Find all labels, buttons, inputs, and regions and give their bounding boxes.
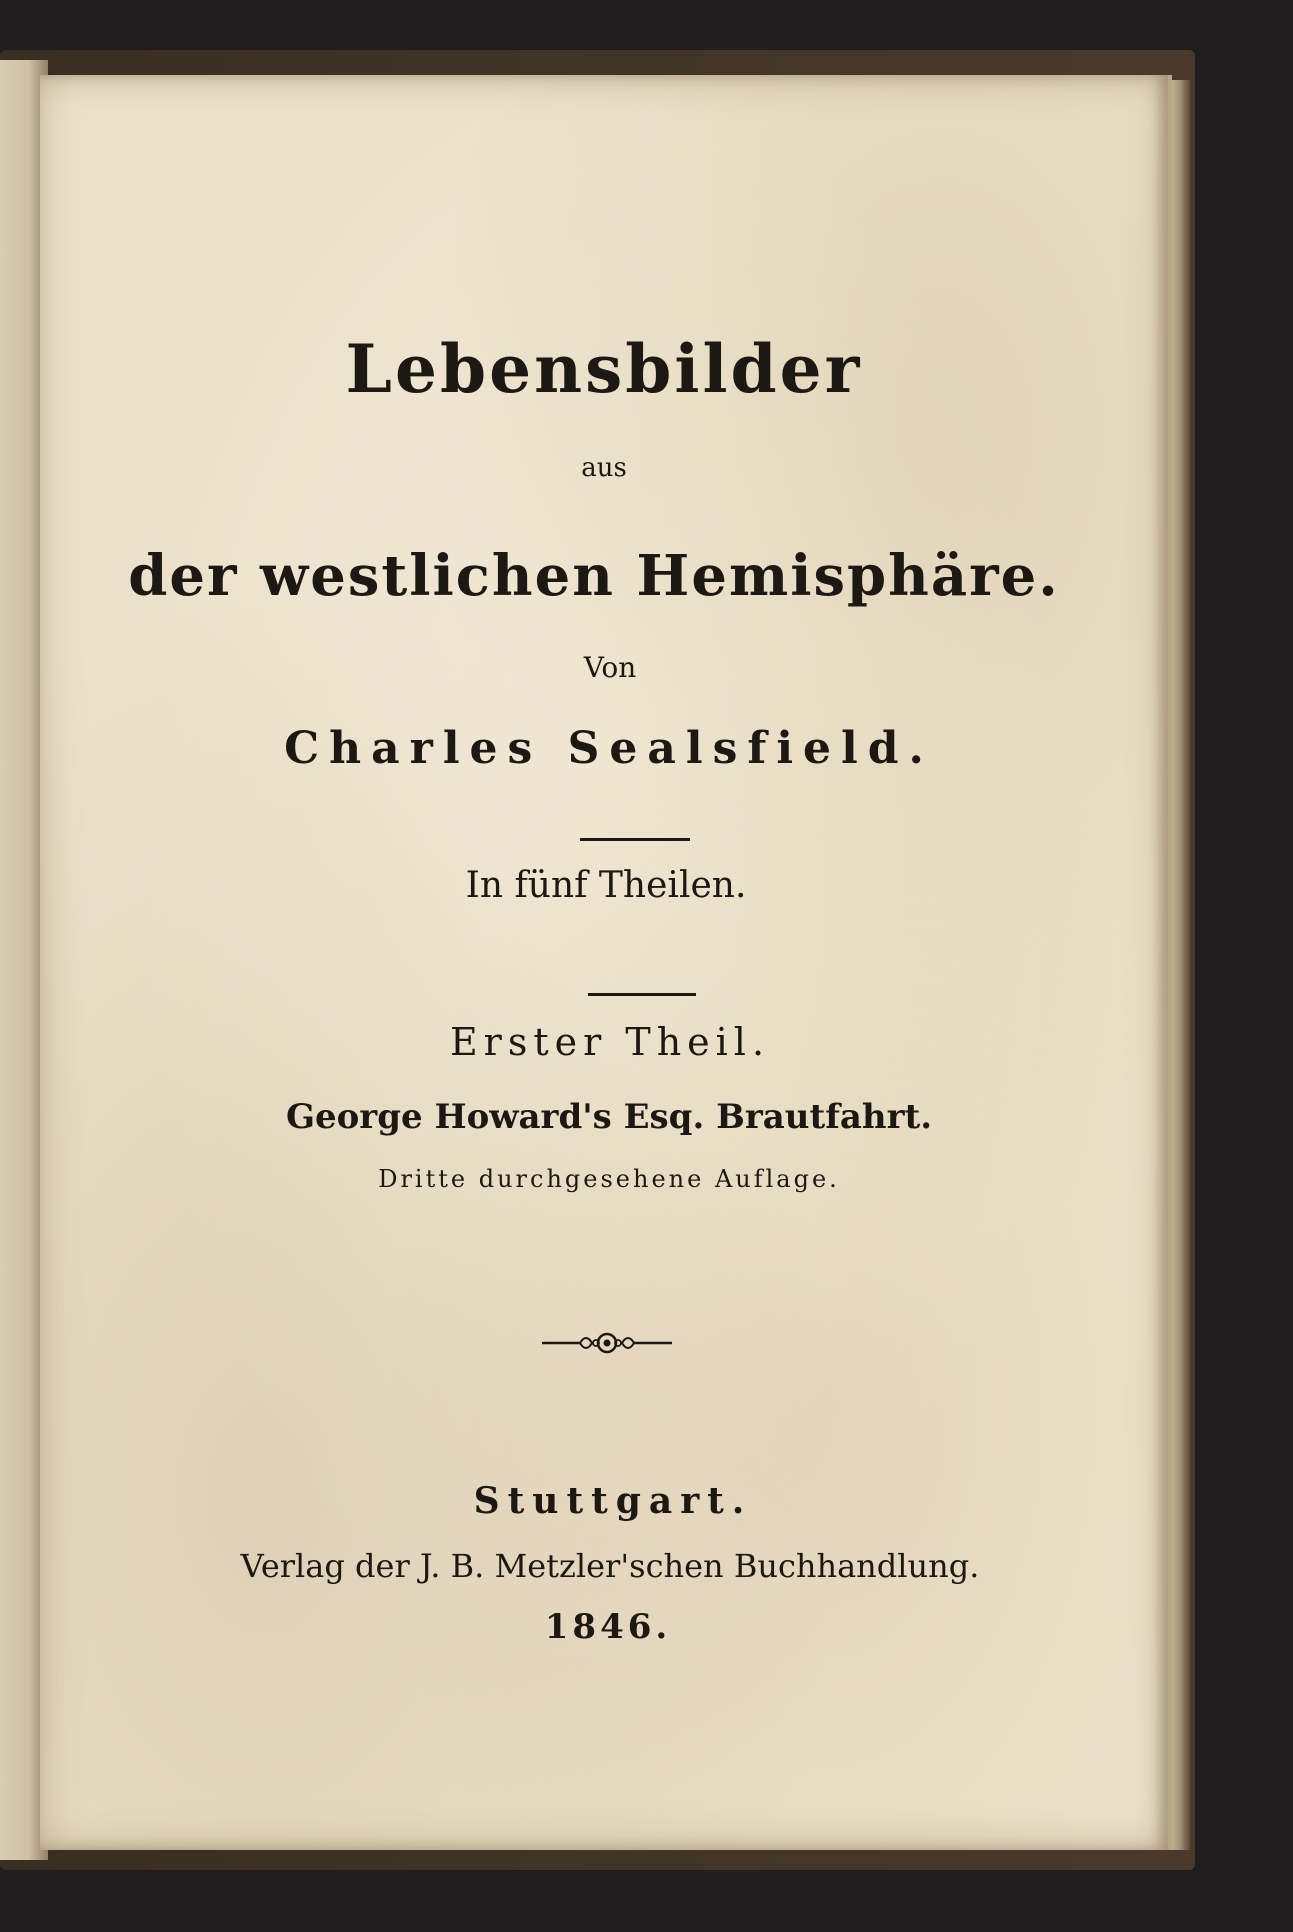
author-name: Charles Sealsfield.: [284, 723, 934, 774]
book-title: Lebensbilder: [345, 330, 863, 408]
divider-rule: [580, 838, 690, 841]
volume-number: Erster Theil.: [449, 1020, 771, 1064]
volume-title: George Howard's Esq. Brautfahrt.: [285, 1097, 933, 1137]
edition-note: Dritte durchgesehene Auflage.: [378, 1165, 840, 1193]
parts-note: In fünf Theilen.: [465, 865, 747, 906]
divider-rule: [588, 993, 696, 996]
imprint-year: 1846.: [544, 1607, 672, 1647]
ornamental-flourish-icon: [540, 1325, 674, 1361]
imprint-city: Stuttgart.: [473, 1480, 753, 1522]
imprint-publisher: Verlag der J. B. Metzler'schen Buchhandlung.: [240, 1547, 980, 1585]
title-connector: aus: [581, 453, 627, 483]
book-subtitle: der westlichen Hemisphäre.: [128, 543, 1060, 609]
by-line: Von: [583, 651, 637, 684]
